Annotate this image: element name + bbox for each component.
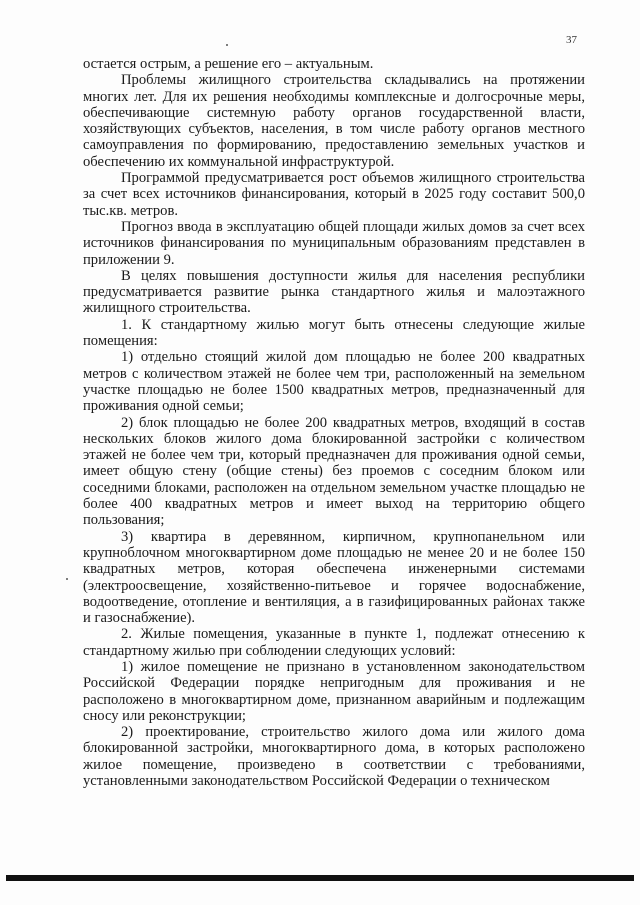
- paragraph-housing-problems: Проблемы жилищного строительства складывались на протяжении многих лет. Для их решения необходимы комплексные и долгосрочные меры, обеспечивающие системную работу органов государственной власти, хозяйствующих субъектов, населения, в том числе работу органов местного самоуправления по формированию, предоставлению земельных участков и обеспечению их коммунальной инфраструктурой.: [83, 72, 585, 170]
- page-number: 37: [566, 34, 577, 46]
- document-body: [83, 56, 585, 789]
- list-item-condition-2: 2) проектирование, строительство жилого дома или жилого дома блокированной застройки, многоквартирного дома, в которых расположено жилое помещение, произведено в соответствии с требованиями, установленными законодательством Российской Федерации о техническом: [83, 724, 585, 790]
- paragraph-conditions: 2. Жилые помещения, указанные в пункте 1, подлежат отнесению к стандартному жилью при соблюдении следующих условий:: [83, 626, 585, 659]
- paragraph-forecast: Прогноз ввода в эксплуатацию общей площади жилых домов за счет всех источников финансирования по муниципальным образованиям представлен в приложении 9.: [83, 218, 585, 268]
- list-item-condition-1: 1) жилое помещение не признано в установленном законодательством Российской Федерации порядке непригодным для проживания и не расположено в многоквартирном доме, признанном аварийным и подлежащим сносу или реконструкции;: [83, 658, 585, 724]
- paragraph-standard-housing: 1. К стандартному жилью могут быть отнесены следующие жилые помещения:: [83, 316, 585, 350]
- list-item-apartment: 3) квартира в деревянном, кирпичном, крупнопанельном или крупноблочном многоквартирном доме площадью не менее 20 и не более 150 квадратных метров, которая обеспечена инженерными системами (электроосвещение, хозяйственно-питьевое и горячее водоснабжение, водоотведение, отопление и вентиляция, а в газифицированных районах также и газоснабжение).: [83, 528, 585, 627]
- scan-speck: [226, 44, 228, 46]
- paragraph-affordability: В целях повышения доступности жилья для населения республики предусматривается развитие рынка стандартного жилья и малоэтажного жилищного строительства.: [83, 267, 585, 317]
- list-item-block: 2) блок площадью не более 200 квадратных метров, входящий в состав нескольких блоков жилого дома блокированной застройки с количеством этажей не более чем три, который предназначен для проживания одной семьи, имеет общую стену (общие стены) без проемов с соседним блоком или соседними блоками, расположен на отдельном земельном участке площадью не более 400 квадратных метров и имеет выход на территорию общего пользования;: [83, 414, 585, 529]
- scan-speck: [66, 578, 68, 580]
- paragraph-program-growth: Программой предусматривается рост объемов жилищного строительства за счет всех источников финансирования, который в 2025 году составит 500,0 тыс.кв. метров.: [83, 170, 585, 219]
- scan-border-line: [6, 875, 634, 881]
- paragraph-continuation: остается острым, а решение его – актуальным.: [83, 56, 374, 72]
- list-item-detached-house: 1) отдельно стоящий жилой дом площадью не более 200 квадратных метров с количеством этажей не более чем три, расположенный на земельном участке площадью не более 1500 квадратных метров, предназначенный для проживания одной семьи;: [83, 349, 585, 415]
